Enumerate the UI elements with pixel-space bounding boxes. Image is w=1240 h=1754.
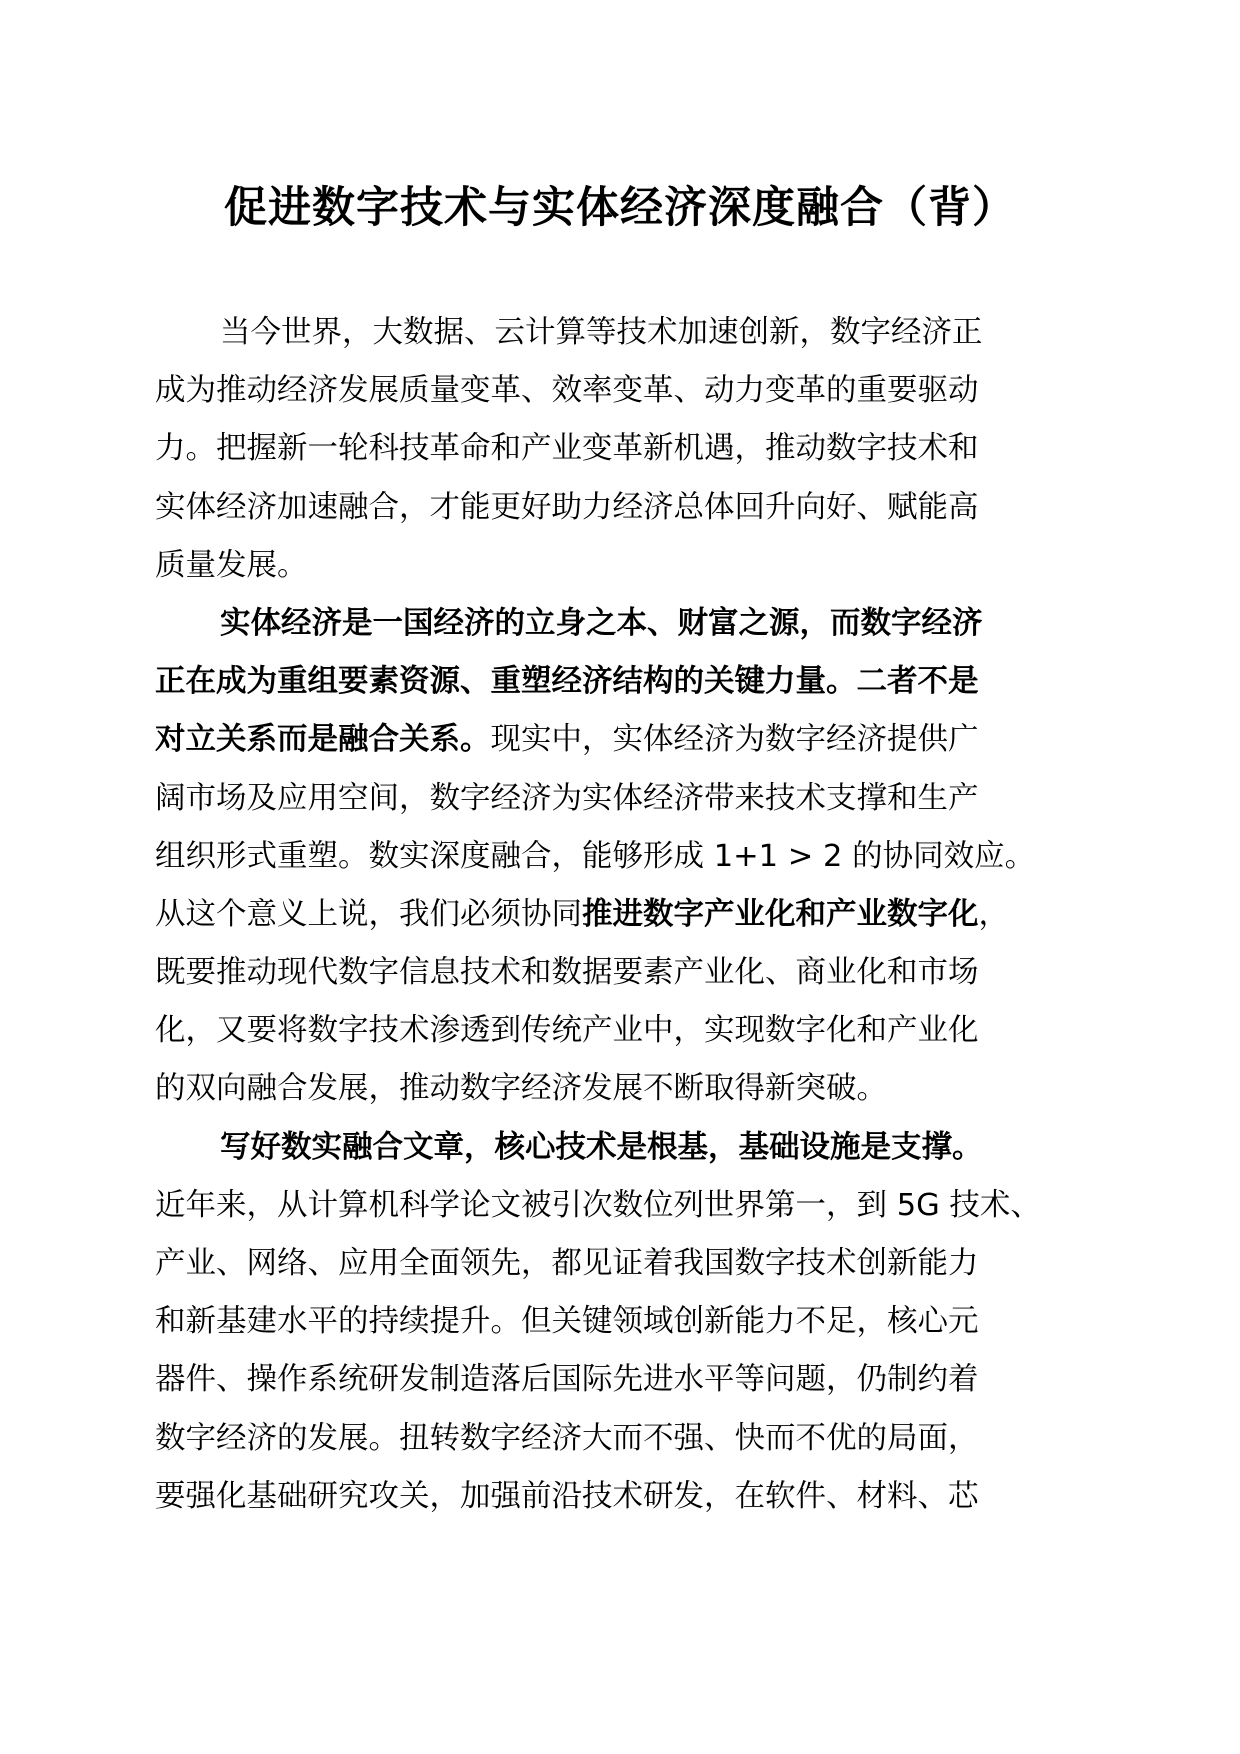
text-line — [155, 828, 1055, 886]
bold-text: 实体经济是一国经济的立身之本、财富之源，而数字经济 — [220, 605, 983, 641]
text-line — [155, 420, 1055, 478]
paragraph — [155, 304, 1055, 595]
text-run: 和新基建水平的持续提升。但关键领域创新能力不足，核心元 — [155, 1304, 979, 1340]
text-line — [155, 770, 1055, 828]
text-run: 既要推动现代数字信息技术和数据要素产业化、商业化和市场 — [155, 955, 979, 991]
text-line — [155, 1351, 1055, 1409]
text-line — [155, 595, 1055, 653]
text-run: ， — [978, 896, 1009, 932]
page-title: 促进数字技术与实体经济深度融合（背） — [224, 183, 1016, 233]
text-run: 要强化基础研究攻关，加强前沿技术研发，在软件、材料、芯 — [155, 1478, 979, 1514]
text-line — [155, 711, 1055, 769]
text-run: 数字经济的发展。扭转数字经济大而不强、快而不优的局面， — [155, 1420, 979, 1456]
text-run: 的双向融合发展，推动数字经济发展不断取得新突破。 — [155, 1071, 887, 1107]
bold-text: 推进数字产业化和产业数字化 — [582, 896, 979, 932]
text-run: 产业、网络、应用全面领先，都见证着我国数字技术创新能力 — [155, 1246, 979, 1281]
bold-text: 正在成为重组要素资源、重塑经济结构的关键力量。二者不是 — [155, 664, 979, 700]
text-run: 成为推动经济发展质量变革、效率变革、动力变革的重要驱动 — [155, 373, 979, 409]
text-line — [155, 537, 1055, 595]
text-line — [155, 1002, 1055, 1060]
text-line — [155, 1235, 1055, 1293]
article-body — [155, 304, 1055, 1526]
text-run: 现实中，实体经济为数字经济提供广 — [490, 722, 979, 758]
text-line — [155, 1177, 1055, 1235]
text-run: 实体经济加速融合，才能更好助力经济总体回升向好、赋能高 — [155, 489, 979, 525]
text-line — [155, 1410, 1055, 1468]
text-line — [155, 1119, 1055, 1177]
bold-text: 对立关系而是融合关系。 — [155, 722, 491, 758]
text-run: 化，又要将数字技术渗透到传统产业中，实现数字化和产业化 — [155, 1013, 979, 1049]
text-line — [155, 886, 1055, 944]
text-run: 组织形式重塑。数实深度融合，能够形成 1+1 > 2 的协同效应。 — [155, 838, 1036, 874]
text-line — [155, 479, 1055, 537]
paragraph — [155, 1119, 1055, 1526]
text-line — [155, 653, 1055, 711]
text-run: 器件、操作系统研发制造落后国际先进水平等问题，仍制约着 — [155, 1362, 979, 1398]
text-line — [155, 362, 1055, 420]
text-line — [155, 304, 1055, 362]
text-run: 当今世界，大数据、云计算等技术加速创新，数字经济正 — [220, 315, 983, 350]
paragraph — [155, 595, 1055, 1119]
text-line — [155, 1060, 1055, 1118]
text-run: 力。把握新一轮科技革命和产业变革新机遇，推动数字技术和 — [155, 431, 979, 467]
text-run: 阔市场及应用空间，数字经济为实体经济带来技术支撑和生产 — [155, 780, 979, 816]
text-line — [155, 1293, 1055, 1351]
text-run: 质量发展。 — [155, 547, 308, 583]
text-line — [155, 1468, 1055, 1526]
text-run: 从这个意义上说，我们必须协同 — [155, 896, 582, 932]
bold-text: 写好数实融合文章，核心技术是根基，基础设施是支撑。 — [220, 1129, 983, 1165]
text-line — [155, 944, 1055, 1002]
text-run: 近年来，从计算机科学论文被引次数位列世界第一，到 5G 技术、 — [155, 1187, 1041, 1223]
